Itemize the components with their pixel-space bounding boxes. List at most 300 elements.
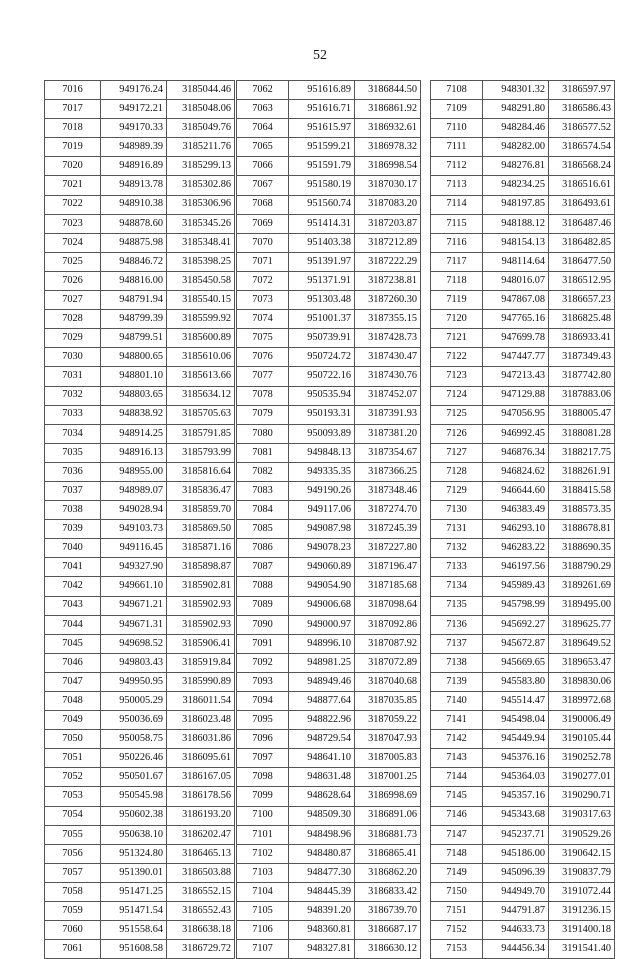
point-id-cell: 7052 [45, 768, 101, 787]
y-coordinate-cell: 3185869.50 [167, 520, 235, 539]
x-coordinate-cell: 946283.22 [483, 539, 549, 558]
y-coordinate-cell: 3186095.61 [167, 749, 235, 768]
point-id-cell: 7066 [237, 157, 289, 176]
point-id-cell: 7087 [237, 558, 289, 577]
point-id-cell: 7143 [431, 749, 483, 768]
table-row [45, 902, 235, 921]
point-id-cell: 7114 [431, 195, 483, 214]
point-id-cell: 7133 [431, 558, 483, 577]
point-id-cell: 7069 [237, 214, 289, 233]
x-coordinate-cell: 950724.72 [289, 348, 355, 367]
table-row [237, 902, 421, 921]
y-coordinate-cell: 3187355.15 [355, 310, 421, 329]
y-coordinate-cell: 3187185.68 [355, 577, 421, 596]
y-coordinate-cell: 3186577.52 [549, 119, 615, 138]
table-row [431, 768, 615, 787]
x-coordinate-cell: 948916.13 [101, 443, 167, 462]
table-row [45, 749, 235, 768]
y-coordinate-cell: 3185871.16 [167, 539, 235, 558]
x-coordinate-cell: 948846.72 [101, 252, 167, 271]
x-coordinate-cell: 948498.96 [289, 825, 355, 844]
point-id-cell: 7130 [431, 501, 483, 520]
y-coordinate-cell: 3186512.95 [549, 271, 615, 290]
x-coordinate-cell: 945692.27 [483, 615, 549, 634]
table-row [45, 81, 235, 100]
x-coordinate-cell: 949671.31 [101, 615, 167, 634]
y-coordinate-cell: 3186881.73 [355, 825, 421, 844]
x-coordinate-cell: 951599.21 [289, 138, 355, 157]
table-row [45, 787, 235, 806]
x-coordinate-cell: 949671.21 [101, 596, 167, 615]
table-row [45, 119, 235, 138]
table-row [237, 711, 421, 730]
point-id-cell: 7038 [45, 501, 101, 520]
point-id-cell: 7053 [45, 787, 101, 806]
table-row [431, 558, 615, 577]
x-coordinate-cell: 945364.03 [483, 768, 549, 787]
y-coordinate-cell: 3186031.86 [167, 730, 235, 749]
y-coordinate-cell: 3186516.61 [549, 176, 615, 195]
x-coordinate-cell: 948301.32 [483, 81, 549, 100]
point-id-cell: 7131 [431, 520, 483, 539]
table-row [45, 634, 235, 653]
y-coordinate-cell: 3185705.63 [167, 405, 235, 424]
x-coordinate-cell: 948949.46 [289, 672, 355, 691]
x-coordinate-cell: 951558.64 [101, 921, 167, 940]
y-coordinate-cell: 3185816.64 [167, 462, 235, 481]
y-coordinate-cell: 3187260.30 [355, 291, 421, 310]
x-coordinate-cell: 948188.12 [483, 214, 549, 233]
table-row [431, 462, 615, 481]
x-coordinate-cell: 948477.30 [289, 863, 355, 882]
table-row [237, 825, 421, 844]
y-coordinate-cell: 3185398.25 [167, 252, 235, 271]
x-coordinate-cell: 948154.13 [483, 233, 549, 252]
x-coordinate-cell: 951616.89 [289, 81, 355, 100]
y-coordinate-cell: 3185345.26 [167, 214, 235, 233]
y-coordinate-cell: 3187087.92 [355, 634, 421, 653]
x-coordinate-cell: 948276.81 [483, 157, 549, 176]
point-id-cell: 7088 [237, 577, 289, 596]
table-row [431, 653, 615, 672]
point-id-cell: 7064 [237, 119, 289, 138]
x-coordinate-cell: 947447.77 [483, 348, 549, 367]
x-coordinate-cell: 945672.87 [483, 634, 549, 653]
table-row [237, 844, 421, 863]
y-coordinate-cell: 3187092.86 [355, 615, 421, 634]
point-id-cell: 7116 [431, 233, 483, 252]
point-id-cell: 7025 [45, 252, 101, 271]
x-coordinate-cell: 948631.48 [289, 768, 355, 787]
x-coordinate-cell: 949190.26 [289, 481, 355, 500]
x-coordinate-cell: 948114.64 [483, 252, 549, 271]
point-id-cell: 7144 [431, 768, 483, 787]
point-id-cell: 7051 [45, 749, 101, 768]
point-id-cell: 7033 [45, 405, 101, 424]
y-coordinate-cell: 3190105.44 [549, 730, 615, 749]
y-coordinate-cell: 3186493.61 [549, 195, 615, 214]
point-id-cell: 7125 [431, 405, 483, 424]
table-row [45, 653, 235, 672]
x-coordinate-cell: 948910.38 [101, 195, 167, 214]
x-coordinate-cell: 950638.10 [101, 825, 167, 844]
table-row [431, 405, 615, 424]
y-coordinate-cell: 3189653.47 [549, 653, 615, 672]
coordinate-table-3 [430, 80, 615, 959]
y-coordinate-cell: 3186998.54 [355, 157, 421, 176]
x-coordinate-cell: 948799.51 [101, 329, 167, 348]
x-coordinate-cell: 946293.10 [483, 520, 549, 539]
x-coordinate-cell: 950036.69 [101, 711, 167, 730]
point-id-cell: 7022 [45, 195, 101, 214]
y-coordinate-cell: 3185599.92 [167, 310, 235, 329]
table-row [45, 138, 235, 157]
point-id-cell: 7036 [45, 462, 101, 481]
point-id-cell: 7037 [45, 481, 101, 500]
point-id-cell: 7107 [237, 940, 289, 959]
y-coordinate-cell: 3191400.18 [549, 921, 615, 940]
y-coordinate-cell: 3187196.47 [355, 558, 421, 577]
table-row [45, 882, 235, 901]
point-id-cell: 7138 [431, 653, 483, 672]
x-coordinate-cell: 948391.20 [289, 902, 355, 921]
point-id-cell: 7118 [431, 271, 483, 290]
y-coordinate-cell: 3186891.06 [355, 806, 421, 825]
table-row [45, 462, 235, 481]
y-coordinate-cell: 3188261.91 [549, 462, 615, 481]
point-id-cell: 7070 [237, 233, 289, 252]
table-row [237, 882, 421, 901]
table-row [431, 291, 615, 310]
x-coordinate-cell: 945449.94 [483, 730, 549, 749]
y-coordinate-cell: 3190006.49 [549, 711, 615, 730]
table-row [45, 539, 235, 558]
point-id-cell: 7021 [45, 176, 101, 195]
x-coordinate-cell: 949661.10 [101, 577, 167, 596]
point-id-cell: 7109 [431, 100, 483, 119]
table-row [237, 348, 421, 367]
y-coordinate-cell: 3185906.41 [167, 634, 235, 653]
table-row [431, 329, 615, 348]
x-coordinate-cell: 948955.00 [101, 462, 167, 481]
point-id-cell: 7076 [237, 348, 289, 367]
y-coordinate-cell: 3186597.97 [549, 81, 615, 100]
point-id-cell: 7108 [431, 81, 483, 100]
point-id-cell: 7075 [237, 329, 289, 348]
x-coordinate-cell: 948729.54 [289, 730, 355, 749]
x-coordinate-cell: 948799.39 [101, 310, 167, 329]
point-id-cell: 7032 [45, 386, 101, 405]
point-id-cell: 7104 [237, 882, 289, 901]
y-coordinate-cell: 3186825.48 [549, 310, 615, 329]
y-coordinate-cell: 3185902.81 [167, 577, 235, 596]
x-coordinate-cell: 948509.30 [289, 806, 355, 825]
point-id-cell: 7103 [237, 863, 289, 882]
x-coordinate-cell: 948284.46 [483, 119, 549, 138]
x-coordinate-cell: 951580.19 [289, 176, 355, 195]
y-coordinate-cell: 3186729.72 [167, 940, 235, 959]
table-row [45, 711, 235, 730]
y-coordinate-cell: 3185836.47 [167, 481, 235, 500]
y-coordinate-cell: 3187348.46 [355, 481, 421, 500]
y-coordinate-cell: 3190277.01 [549, 768, 615, 787]
point-id-cell: 7085 [237, 520, 289, 539]
table-row [237, 749, 421, 768]
x-coordinate-cell: 948816.00 [101, 271, 167, 290]
x-coordinate-cell: 946992.45 [483, 424, 549, 443]
x-coordinate-cell: 950722.16 [289, 367, 355, 386]
point-id-cell: 7132 [431, 539, 483, 558]
point-id-cell: 7122 [431, 348, 483, 367]
y-coordinate-cell: 3190290.71 [549, 787, 615, 806]
point-id-cell: 7124 [431, 386, 483, 405]
table-row [237, 558, 421, 577]
point-id-cell: 7050 [45, 730, 101, 749]
y-coordinate-cell: 3186023.48 [167, 711, 235, 730]
table-row [45, 730, 235, 749]
x-coordinate-cell: 949054.90 [289, 577, 355, 596]
x-coordinate-cell: 950193.31 [289, 405, 355, 424]
x-coordinate-cell: 950501.67 [101, 768, 167, 787]
y-coordinate-cell: 3186487.46 [549, 214, 615, 233]
table-row [45, 940, 235, 959]
point-id-cell: 7146 [431, 806, 483, 825]
table-row [45, 348, 235, 367]
point-id-cell: 7147 [431, 825, 483, 844]
table-row [237, 291, 421, 310]
x-coordinate-cell: 949103.73 [101, 520, 167, 539]
point-id-cell: 7099 [237, 787, 289, 806]
table-row [237, 481, 421, 500]
table-row [45, 692, 235, 711]
y-coordinate-cell: 3186011.54 [167, 692, 235, 711]
y-coordinate-cell: 3186586.43 [549, 100, 615, 119]
x-coordinate-cell: 945343.68 [483, 806, 549, 825]
point-id-cell: 7152 [431, 921, 483, 940]
point-id-cell: 7145 [431, 787, 483, 806]
table-row [45, 100, 235, 119]
point-id-cell: 7081 [237, 443, 289, 462]
table-row [45, 405, 235, 424]
y-coordinate-cell: 3187381.20 [355, 424, 421, 443]
y-coordinate-cell: 3190317.63 [549, 806, 615, 825]
y-coordinate-cell: 3185793.99 [167, 443, 235, 462]
table-row [237, 100, 421, 119]
point-id-cell: 7100 [237, 806, 289, 825]
table-row [45, 329, 235, 348]
x-coordinate-cell: 948801.10 [101, 367, 167, 386]
point-id-cell: 7055 [45, 825, 101, 844]
y-coordinate-cell: 3186833.42 [355, 882, 421, 901]
x-coordinate-cell: 951471.25 [101, 882, 167, 901]
y-coordinate-cell: 3187430.47 [355, 348, 421, 367]
y-coordinate-cell: 3185613.66 [167, 367, 235, 386]
table-row [45, 252, 235, 271]
table-row [237, 329, 421, 348]
table-row [431, 596, 615, 615]
table-row [431, 882, 615, 901]
table-row [431, 367, 615, 386]
x-coordinate-cell: 950226.46 [101, 749, 167, 768]
y-coordinate-cell: 3186574.54 [549, 138, 615, 157]
y-coordinate-cell: 3188678.81 [549, 520, 615, 539]
y-coordinate-cell: 3187742.80 [549, 367, 615, 386]
table-row [431, 443, 615, 462]
y-coordinate-cell: 3186167.05 [167, 768, 235, 787]
point-id-cell: 7019 [45, 138, 101, 157]
point-id-cell: 7057 [45, 863, 101, 882]
point-id-cell: 7020 [45, 157, 101, 176]
table-row [431, 787, 615, 806]
x-coordinate-cell: 950005.29 [101, 692, 167, 711]
table-row [237, 577, 421, 596]
x-coordinate-cell: 948327.81 [289, 940, 355, 959]
point-id-cell: 7071 [237, 252, 289, 271]
x-coordinate-cell: 945514.47 [483, 692, 549, 711]
table-row [237, 863, 421, 882]
point-id-cell: 7031 [45, 367, 101, 386]
point-id-cell: 7049 [45, 711, 101, 730]
point-id-cell: 7048 [45, 692, 101, 711]
table-row [431, 214, 615, 233]
x-coordinate-cell: 948914.25 [101, 424, 167, 443]
point-id-cell: 7089 [237, 596, 289, 615]
x-coordinate-cell: 951391.97 [289, 252, 355, 271]
y-coordinate-cell: 3185902.93 [167, 615, 235, 634]
table-row [237, 768, 421, 787]
point-id-cell: 7073 [237, 291, 289, 310]
x-coordinate-cell: 951608.58 [101, 940, 167, 959]
x-coordinate-cell: 948877.64 [289, 692, 355, 711]
table-row [45, 233, 235, 252]
table-row [45, 367, 235, 386]
y-coordinate-cell: 3186933.41 [549, 329, 615, 348]
x-coordinate-cell: 951560.74 [289, 195, 355, 214]
x-coordinate-cell: 948916.89 [101, 157, 167, 176]
point-id-cell: 7026 [45, 271, 101, 290]
x-coordinate-cell: 948234.25 [483, 176, 549, 195]
x-coordinate-cell: 948445.39 [289, 882, 355, 901]
y-coordinate-cell: 3186552.15 [167, 882, 235, 901]
table-row [431, 711, 615, 730]
table-row [431, 730, 615, 749]
y-coordinate-cell: 3187366.25 [355, 462, 421, 481]
y-coordinate-cell: 3186552.43 [167, 902, 235, 921]
point-id-cell: 7120 [431, 310, 483, 329]
point-id-cell: 7136 [431, 615, 483, 634]
x-coordinate-cell: 945376.16 [483, 749, 549, 768]
point-id-cell: 7113 [431, 176, 483, 195]
point-id-cell: 7134 [431, 577, 483, 596]
y-coordinate-cell: 3190529.26 [549, 825, 615, 844]
table-row [237, 806, 421, 825]
point-id-cell: 7062 [237, 81, 289, 100]
x-coordinate-cell: 945798.99 [483, 596, 549, 615]
table-row [431, 672, 615, 691]
x-coordinate-cell: 949335.35 [289, 462, 355, 481]
table-row [237, 214, 421, 233]
x-coordinate-cell: 945237.71 [483, 825, 549, 844]
y-coordinate-cell: 3186630.12 [355, 940, 421, 959]
table-row [237, 462, 421, 481]
x-coordinate-cell: 948878.60 [101, 214, 167, 233]
y-coordinate-cell: 3187883.06 [549, 386, 615, 405]
x-coordinate-cell: 946197.56 [483, 558, 549, 577]
table-row [431, 940, 615, 959]
y-coordinate-cell: 3186178.56 [167, 787, 235, 806]
point-id-cell: 7112 [431, 157, 483, 176]
x-coordinate-cell: 949848.13 [289, 443, 355, 462]
x-coordinate-cell: 948996.10 [289, 634, 355, 653]
point-id-cell: 7095 [237, 711, 289, 730]
y-coordinate-cell: 3187222.29 [355, 252, 421, 271]
point-id-cell: 7054 [45, 806, 101, 825]
point-id-cell: 7084 [237, 501, 289, 520]
x-coordinate-cell: 946644.60 [483, 481, 549, 500]
table-row [237, 653, 421, 672]
x-coordinate-cell: 945989.43 [483, 577, 549, 596]
x-coordinate-cell: 949950.95 [101, 672, 167, 691]
y-coordinate-cell: 3190642.15 [549, 844, 615, 863]
x-coordinate-cell: 949087.98 [289, 520, 355, 539]
point-id-cell: 7061 [45, 940, 101, 959]
point-id-cell: 7082 [237, 462, 289, 481]
table-row [431, 138, 615, 157]
point-id-cell: 7023 [45, 214, 101, 233]
x-coordinate-cell: 948480.87 [289, 844, 355, 863]
table-row [431, 902, 615, 921]
x-coordinate-cell: 949028.94 [101, 501, 167, 520]
y-coordinate-cell: 3187083.20 [355, 195, 421, 214]
x-coordinate-cell: 949176.24 [101, 81, 167, 100]
y-coordinate-cell: 3188790.29 [549, 558, 615, 577]
point-id-cell: 7074 [237, 310, 289, 329]
point-id-cell: 7094 [237, 692, 289, 711]
point-id-cell: 7018 [45, 119, 101, 138]
x-coordinate-cell: 950545.98 [101, 787, 167, 806]
x-coordinate-cell: 948803.65 [101, 386, 167, 405]
y-coordinate-cell: 3187035.85 [355, 692, 421, 711]
y-coordinate-cell: 3187001.25 [355, 768, 421, 787]
point-id-cell: 7043 [45, 596, 101, 615]
point-id-cell: 7126 [431, 424, 483, 443]
y-coordinate-cell: 3187452.07 [355, 386, 421, 405]
x-coordinate-cell: 946824.62 [483, 462, 549, 481]
point-id-cell: 7063 [237, 100, 289, 119]
y-coordinate-cell: 3186202.47 [167, 825, 235, 844]
table-row [237, 672, 421, 691]
x-coordinate-cell: 948360.81 [289, 921, 355, 940]
point-id-cell: 7121 [431, 329, 483, 348]
point-id-cell: 7141 [431, 711, 483, 730]
point-id-cell: 7111 [431, 138, 483, 157]
point-id-cell: 7044 [45, 615, 101, 634]
x-coordinate-cell: 948791.94 [101, 291, 167, 310]
point-id-cell: 7079 [237, 405, 289, 424]
table-row [431, 749, 615, 768]
point-id-cell: 7150 [431, 882, 483, 901]
y-coordinate-cell: 3189972.68 [549, 692, 615, 711]
table-row [45, 310, 235, 329]
y-coordinate-cell: 3187203.87 [355, 214, 421, 233]
x-coordinate-cell: 944456.34 [483, 940, 549, 959]
point-id-cell: 7115 [431, 214, 483, 233]
x-coordinate-cell: 948838.92 [101, 405, 167, 424]
point-id-cell: 7030 [45, 348, 101, 367]
table-row [237, 386, 421, 405]
table-row [431, 348, 615, 367]
table-row [431, 424, 615, 443]
